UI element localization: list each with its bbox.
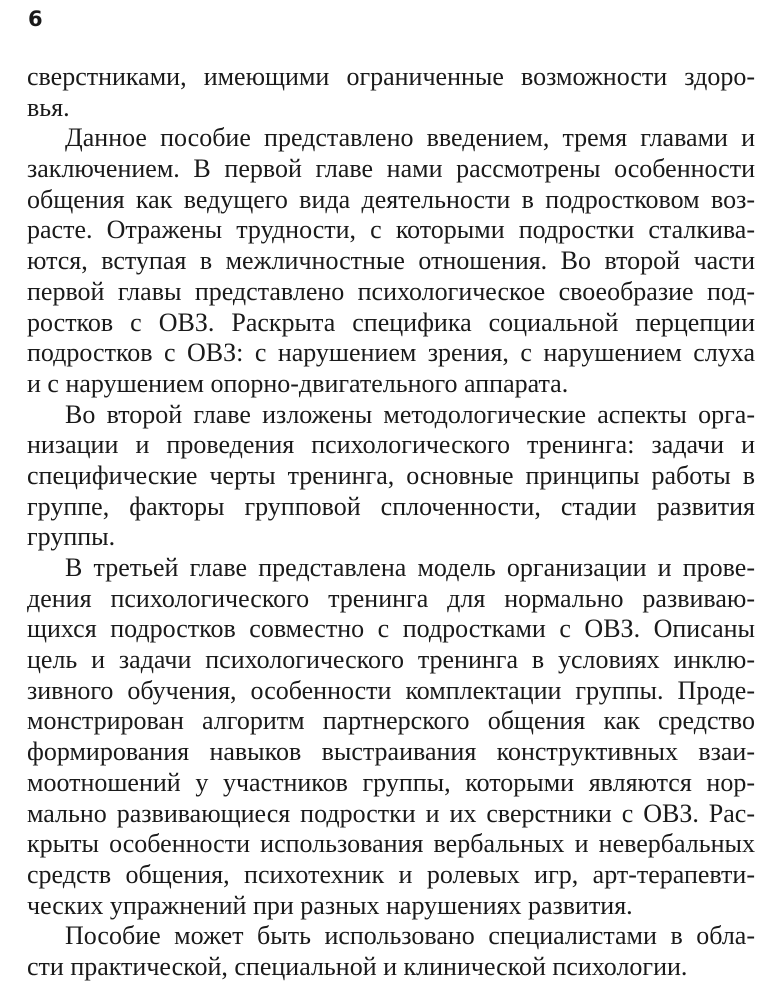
paragraph-overview (27, 123, 755, 399)
paragraph-continuation (27, 62, 755, 123)
text-line: и с нарушением опорно-двигательного аппарата. (27, 368, 569, 398)
body-text (27, 62, 755, 983)
text-line: первой главы представлено психологическое своеобразие под- (27, 276, 755, 306)
text-line: расте. Отражены трудности, с которыми подростки сталкива- (27, 215, 755, 245)
text-line: заключением. В первой главе нами рассмотрены особенности (27, 154, 755, 184)
text-line: формирования навыков выстраивания конструктивных взаи- (27, 737, 755, 767)
paragraph-chapter-two (27, 400, 755, 553)
text-line: ростков с ОВЗ. Раскрыта специфика социальной перцепции (27, 307, 755, 337)
text-line: В третьей главе представлена модель организации и прове- (65, 553, 755, 582)
text-line: ются, вступая в межличностные отношения. Во второй части (27, 246, 755, 276)
text-line: Данное пособие представлено введением, тремя главами и (65, 123, 755, 153)
text-line: сти практической, специальной и клинической психологии. (27, 951, 688, 981)
text-line: моотношений у участников группы, которыми являются нор- (27, 767, 755, 797)
text-line: ческих упражнений при разных нарушениях развития. (27, 890, 633, 920)
text-line: общения как ведущего вида деятельности в подростковом воз- (27, 184, 755, 214)
text-line: вья. (27, 92, 70, 122)
text-line: низации и проведения психологического тренинга: задачи и (27, 430, 755, 460)
text-line: мально развивающиеся подростки и их сверстники с ОВЗ. Рас- (27, 798, 755, 828)
text-line: средств общения, психотехник и ролевых игр, арт-терапевти- (27, 859, 755, 889)
paragraph-chapter-three (27, 553, 755, 921)
text-line: дения психологического тренинга для нормально развиваю- (27, 583, 755, 613)
text-line: монстрирован алгоритм партнерского общения как средство (27, 706, 755, 736)
text-line: крыты особенности использования вербальных и невербальных (27, 829, 755, 859)
page-number: 6 (28, 7, 43, 31)
text-line: группе, факторы групповой сплоченности, стадии развития (27, 491, 755, 521)
text-line: зивного обучения, особенности комплектации группы. Проде- (27, 675, 755, 705)
text-line: группы. (27, 522, 116, 552)
text-line: Во второй главе изложены методологические аспекты орга- (65, 399, 755, 429)
text-line: цель и задачи психологического тренинга в условиях инклю- (27, 645, 755, 675)
text-line: специфические черты тренинга, основные принципы работы в (27, 460, 755, 490)
text-line: подростков с ОВЗ: с нарушением зрения, с нарушением слуха (27, 338, 755, 368)
text-line: сверстниками, имеющими ограниченные возможности здоро- (27, 62, 755, 91)
text-line: Пособие может быть использовано специалистами в обла- (65, 921, 755, 951)
text-line: щихся подростков совместно с подростками с ОВЗ. Описаны (27, 614, 755, 644)
paragraph-usage (27, 921, 755, 982)
